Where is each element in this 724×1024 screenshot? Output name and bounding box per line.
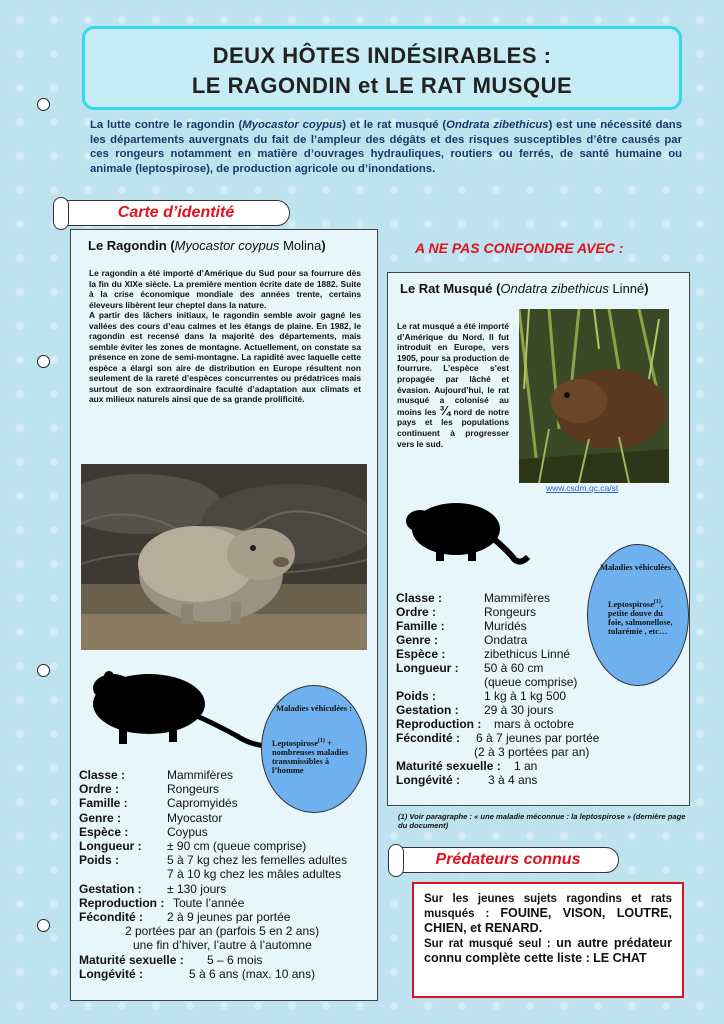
intro-species: Ondrata zibethicus [446, 119, 549, 131]
fact-key: Ordre : [79, 782, 120, 797]
fact-value: Mammifères [167, 768, 234, 782]
fact-key: Espèce : [79, 824, 129, 839]
identity-banner-label: Carte d’identité [117, 204, 235, 221]
footnote: (1) Voir paragraphe : « une maladie méconnue : la leptospirose » (dernière page du document) [398, 812, 686, 830]
rat-diseases-list [608, 599, 680, 636]
ragondin-sci-name: Myocastor coypus [174, 238, 280, 253]
rat-diseases-oval [587, 544, 689, 686]
fact-key: Poids : [79, 853, 120, 868]
fact-value: 5 à 7 kg chez les femelles adultes [167, 853, 348, 868]
fact-key: Classe : [79, 768, 126, 782]
title-line-2: LE RAGONDIN et LE RAT MUSQUE [191, 73, 573, 98]
fact-row [79, 782, 347, 796]
fact-row [79, 867, 347, 881]
fact-key: Genre : [396, 633, 439, 647]
fact-key: Maturité sexuelle : [396, 759, 501, 773]
fact-value: ± 90 cm (queue comprise) [167, 839, 307, 854]
title-line-1: DEUX HÔTES INDÉSIRABLES : [212, 43, 552, 68]
fact-key [396, 675, 484, 689]
intro-text: ) et le rat musqué ( [342, 119, 447, 131]
disease-leptospirose: Leptospirose [608, 599, 654, 609]
fact-key: Famille : [396, 619, 445, 633]
fact-value: Myocastor [167, 810, 223, 825]
fact-row [396, 759, 599, 773]
fact-value: zibethicus Linné [484, 647, 571, 661]
predators-intro-2: Sur rat musqué seul : [424, 938, 551, 950]
fact-row [396, 619, 599, 633]
fact-value: une fin d’hiver, l’autre à l’automne [133, 938, 312, 953]
fact-row [79, 967, 347, 981]
fact-value: mars à octobre [494, 717, 575, 731]
rat-photo [519, 309, 669, 483]
ragondin-photo [81, 464, 367, 650]
rat-author: Linné [612, 281, 645, 296]
fact-value: (queue comprise) [484, 675, 578, 689]
fact-value: 2 à 9 jeunes par portée [167, 910, 291, 925]
fact-value: Mammifères [484, 591, 551, 605]
fact-row [396, 605, 599, 619]
rat-title: Le Rat Musqué (Ondatra zibethicus Linné) [400, 281, 649, 296]
fact-value: 2 portées par an (parfois 5 en 2 ans) [125, 924, 320, 939]
ragondin-diseases-title: Maladies véhiculées : [276, 704, 352, 713]
fact-value: Rongeurs [167, 782, 220, 797]
fact-row [396, 731, 599, 745]
rat-fraction: ¾ [439, 402, 451, 418]
fact-row [79, 839, 347, 853]
fact-key: Fécondité : [396, 731, 461, 745]
rat-description [397, 321, 509, 449]
fact-key [79, 938, 133, 952]
binder-hole [37, 919, 50, 932]
intro-paragraph [90, 118, 682, 176]
fact-key: Reproduction : [79, 895, 165, 910]
fact-value: Rongeurs [484, 605, 537, 619]
rat-text-b: nord de notre pays et les populations continuent à progresser vers le sud. [397, 406, 510, 449]
fact-value: 6 à 7 jeunes par portée [476, 731, 600, 745]
predators-cat: LE CHAT [593, 951, 647, 965]
fact-key: Espèce : [396, 647, 446, 661]
fact-key: Longueur : [396, 661, 459, 675]
fact-row [79, 811, 347, 825]
fact-row [396, 633, 599, 647]
binder-hole [37, 664, 50, 677]
footnote-ref: (1) [653, 599, 661, 605]
ragondin-description [89, 268, 361, 405]
fact-value: Muridés [484, 619, 527, 633]
predators-banner [397, 847, 619, 873]
fact-row [79, 853, 347, 867]
rat-panel [387, 272, 690, 806]
fact-value: 5 à 6 ans (max. 10 ans) [189, 966, 316, 981]
fact-row [396, 745, 599, 759]
fact-key: Maturité sexuelle : [79, 952, 184, 967]
intro-text: ) est une nécessité dans les départements auvergnats du fait de l’ampleur des dégâts et des risques susceptibles d’être causés par ces rongeurs notamment en matière d’ouvrages hydrauliques, routiers ou ferrés, de santé humaine ou animale (leptospirose), de production agricole ou d’inondations. [90, 119, 682, 175]
ragondin-title: Le Ragondin (Myocastor coypus Molina) [88, 238, 326, 253]
fact-value: Ondatra [484, 633, 528, 647]
predators-paragraph-2 [424, 936, 672, 966]
binder-hole [37, 355, 50, 368]
predators-list: FOUINE, VISON, LOUTRE, CHIEN, et RENARD. [424, 906, 672, 935]
predators-box [412, 882, 684, 998]
ragondin-facts [79, 768, 347, 981]
rat-sci-name: Ondatra zibethicus [500, 281, 609, 296]
identity-banner [62, 200, 290, 226]
fact-key: Ordre : [396, 605, 437, 619]
fact-row [396, 675, 599, 689]
photo-credit-link[interactable]: www.csdm.qc.ca/st [546, 483, 619, 493]
footnote-ref: (1) [317, 738, 325, 744]
predators-text: un autre prédateur connu complète cette liste : [424, 936, 673, 965]
fact-key: Gestation : [396, 703, 459, 717]
rat-text-a: Le rat musqué a été importé d’Amérique du Nord. Il fut introduit en Europe, vers 1905, pour sa production de fourrure. L’espèce s’est propagée par lâché et évasion. Aujourd’hui, le rat musqué a colonisé au moins les [397, 321, 509, 417]
fact-row [396, 689, 599, 703]
rat-facts [396, 591, 599, 787]
fact-row [396, 661, 599, 675]
ragondin-text-2: A partir des lâchers initiaux, le ragondin semble avoir gagné les vallées des cours d’eau calmes et les étangs de plaine. En 1982, le ragondin est recensé dans la majorité des départements, mais semble éviter les zones de montagne. Actuellement, on constate sa présence en zone de semi-montagne. La rapidité avec laquelle cette espèce a élargi son aire de distribution en Europe résultent non seulement de la rareté d’espèces concurrentes ou prédatrices mais surtout de son extraordinaire faculté d’adaptation aux climats et aux milieux naturels ainsi que de sa grande prolificité. [89, 310, 361, 404]
fact-row [396, 647, 599, 661]
fact-value: 1 an [514, 759, 538, 773]
fact-value: ± 130 jours [167, 881, 227, 896]
fact-value: Coypus [167, 824, 208, 839]
rat-name: Le Rat Musqué [400, 281, 493, 296]
intro-species: Myocastor coypus [242, 119, 343, 131]
fact-row [396, 773, 599, 787]
disease-others: , petite douve du foie, salmonellose, tularémie , etc… [608, 599, 673, 636]
rat-silhouette-icon [406, 497, 532, 567]
fact-value: 1 kg à 1 kg 500 [484, 689, 567, 703]
fact-row [79, 938, 347, 952]
disease-leptospirose: Leptospirose [272, 738, 318, 748]
fact-row [79, 796, 347, 810]
ragondin-silhouette-icon [89, 666, 269, 752]
fact-row [79, 910, 347, 924]
fact-value: Capromyidés [167, 796, 238, 811]
fact-row [79, 953, 347, 967]
fact-value: (2 à 3 portées par an) [474, 745, 590, 759]
fact-key: Longueur : [79, 839, 142, 854]
fact-value: 7 à 10 kg chez les mâles adultes [167, 867, 342, 882]
disease-others: + nombreuses maladies transmissibles à l’homme [272, 738, 349, 775]
fact-row [79, 896, 347, 910]
predators-paragraph-1 [424, 892, 672, 936]
fact-key: Fécondité : [79, 910, 144, 925]
fact-key: Classe : [396, 591, 443, 605]
fact-row [79, 825, 347, 839]
fact-value: 5 – 6 mois [207, 952, 263, 967]
fact-row [79, 882, 347, 896]
binder-hole [37, 98, 50, 111]
fact-key [79, 867, 167, 881]
fact-key: Reproduction : [396, 717, 482, 731]
ragondin-name: Le Ragondin [88, 238, 167, 253]
fact-key [79, 924, 125, 938]
fact-row [396, 591, 599, 605]
page-title [82, 26, 682, 110]
ragondin-author: Molina [283, 238, 322, 253]
predators-intro-1: Sur les jeunes sujets ragondins et rats musqués : [424, 893, 672, 920]
fact-key [396, 745, 474, 759]
fact-key: Gestation : [79, 881, 142, 896]
fact-row [396, 717, 599, 731]
fact-value: 50 à 60 cm [484, 661, 544, 675]
fact-row [79, 768, 347, 782]
predators-banner-label: Prédateurs connus [435, 851, 581, 868]
fact-row [79, 924, 347, 938]
fact-key: Poids : [396, 689, 437, 703]
rat-diseases-title: Maladies véhiculées : [600, 563, 676, 572]
fact-value: Toute l’année [173, 895, 245, 910]
confusion-warning: A NE PAS CONFONDRE AVEC : [415, 240, 624, 256]
intro-text: La lutte contre le ragondin ( [90, 119, 243, 131]
fact-value: 29 à 30 jours [484, 703, 554, 717]
fact-key: Longévité : [396, 773, 461, 787]
fact-row [396, 703, 599, 717]
ragondin-panel [70, 229, 378, 1001]
fact-key: Longévité : [79, 966, 144, 981]
fact-value: 3 à 4 ans [488, 773, 538, 787]
fact-key: Genre : [79, 810, 122, 825]
ragondin-text-1: Le ragondin a été importé d’Amérique du Sud pour sa fourrure dès la fin du XIXe siècle. La première mention écrite date de 1882. Suite à la crise économique mondiale des années trente, certains éleveurs libèrent leur cheptel dans la nature. [89, 268, 361, 310]
fact-key: Famille : [79, 796, 128, 811]
